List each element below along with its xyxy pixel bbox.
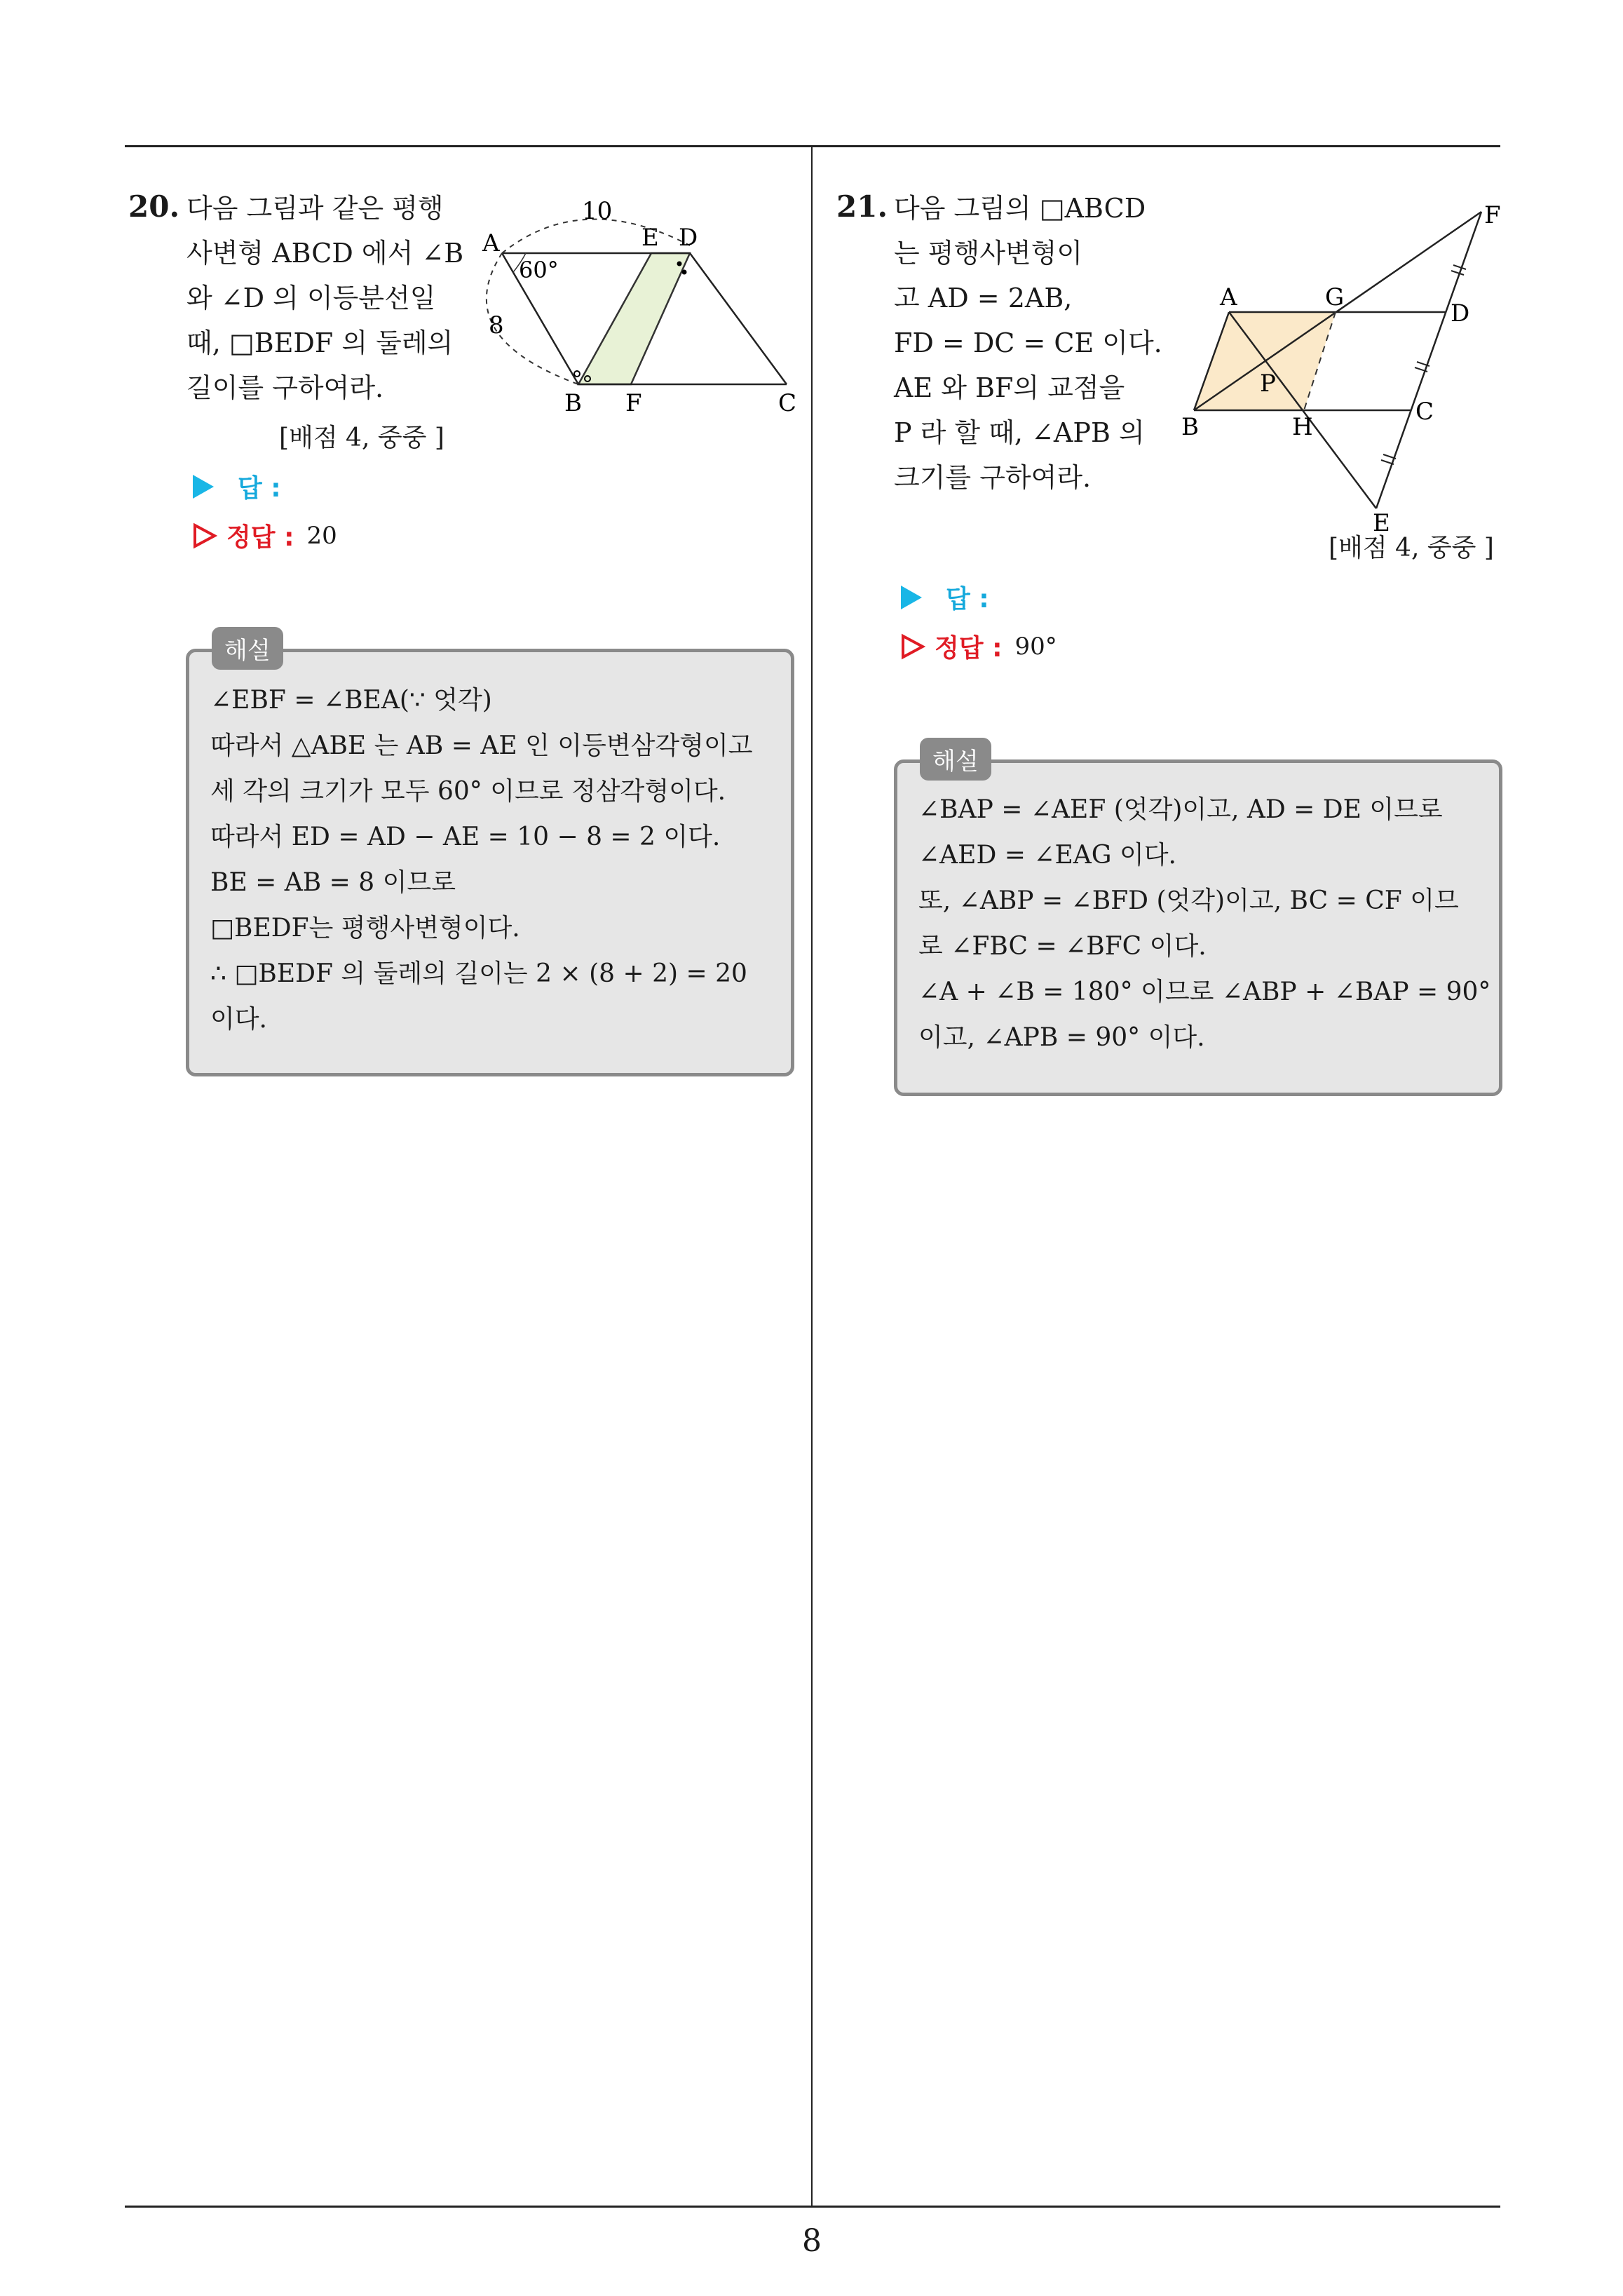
question-text (894, 186, 1162, 500)
correct-value: 90° (1014, 632, 1057, 661)
play-outline-icon (193, 523, 217, 548)
correct-answer-line (901, 628, 1057, 664)
point-d: D (679, 224, 698, 252)
solution-line: 또, ∠ABP = ∠BFD (엇각)이고, BC = CF 이므 (918, 886, 1459, 915)
correct-answer-line (193, 518, 337, 553)
point-f: F (625, 389, 642, 417)
figure-parallelogram-abcd (1181, 196, 1501, 537)
solution-text (210, 677, 774, 1042)
solution-line: ∠A + ∠B = 180° 이므로 ∠ABP + ∠BAP = 90° (918, 978, 1491, 1006)
bottom-rule (125, 2206, 1500, 2208)
question-line: P 라 할 때, ∠APB 의 (894, 417, 1145, 448)
point-b: B (1181, 413, 1199, 441)
point-f: F (1484, 201, 1501, 229)
solution-line: 따라서 △ABE 는 AB = AE 인 이등변삼각형이고 (210, 731, 753, 760)
angle-mark-dot (677, 262, 682, 266)
question-line: 다음 그림의 □ABCD (894, 193, 1146, 224)
shaded-region-bedf (578, 253, 690, 384)
solution-line: ∠BAP = ∠AEF (엇각)이고, AD = DE 이므로 (918, 795, 1443, 824)
side-dc (690, 253, 787, 384)
solution-tab: 해설 (212, 627, 283, 670)
angle-mark-circle (574, 371, 580, 377)
point-c: C (778, 389, 797, 417)
solution-line: 세 각의 크기가 모두 60° 이므로 정삼각형이다. (210, 777, 726, 806)
point-p: P (1260, 370, 1276, 398)
answer-label: 답 : (238, 474, 281, 503)
play-icon (901, 586, 922, 609)
answer-line (901, 579, 989, 615)
point-e: E (1373, 509, 1390, 537)
score-info: [배점 4, 중중 ] (279, 424, 444, 452)
point-b: B (564, 389, 582, 417)
label-angle: 60° (519, 257, 559, 283)
angle-mark-dot (682, 270, 687, 275)
figure-parallelogram-abcd (477, 196, 806, 428)
solution-box (894, 759, 1502, 1096)
question-line: 와 ∠D 의 이등분선일 (186, 283, 436, 313)
question-line: 고 AD = 2AB, (894, 283, 1073, 313)
point-h: H (1292, 413, 1313, 441)
answer-label: 답 : (946, 585, 989, 614)
question-line: 크기를 구하여라. (894, 462, 1092, 493)
answer-line (193, 468, 281, 504)
column-divider (811, 145, 813, 2207)
play-outline-icon (901, 634, 925, 659)
solution-line: BE = AB = 8 이므로 (210, 868, 456, 897)
solution-line: 따라서 ED = AD − AE = 10 − 8 = 2 이다. (210, 823, 721, 851)
solution-tab: 해설 (920, 738, 991, 781)
question-line: 다음 그림과 같은 평행 (186, 193, 444, 224)
question-line: 길이를 구하여라. (186, 372, 384, 403)
point-e: E (641, 224, 659, 252)
question-line: 사변형 ABCD 에서 ∠B (186, 238, 464, 269)
point-a: A (1220, 283, 1237, 311)
solution-box (186, 649, 794, 1076)
question-line: AE 와 BF의 교점을 (894, 372, 1125, 403)
page-number: 8 (802, 2223, 822, 2259)
solution-line: 이고, ∠APB = 90° 이다. (918, 1023, 1205, 1052)
top-rule (125, 145, 1500, 147)
question-text (186, 186, 463, 410)
question-line: FD = DC = CE 이다. (894, 327, 1162, 358)
question-number: 21. (836, 189, 888, 224)
correct-label: 정답 : (226, 523, 294, 552)
solution-line: 이다. (210, 1005, 267, 1034)
solution-line: ∠AED = ∠EAG 이다. (918, 841, 1176, 870)
score-info: [배점 4, 중중 ] (1329, 534, 1494, 562)
label-side-length: 8 (489, 311, 504, 339)
solution-line: 로 ∠FBC = ∠BFC 이다. (918, 932, 1207, 961)
point-d: D (1451, 299, 1470, 327)
point-a: A (482, 229, 500, 257)
question-line: 때, □BEDF 의 둘레의 (186, 327, 454, 358)
solution-line: □BEDF는 평행사변형이다. (210, 914, 520, 943)
tick-marks (1381, 265, 1466, 464)
point-c: C (1415, 398, 1434, 426)
solution-line: ∠EBF = ∠BEA(∵ 엇각) (210, 686, 492, 715)
question-line: 는 평행사변형이 (894, 238, 1083, 269)
solution-line: ∴ □BEDF 의 둘레의 길이는 2 × (8 + 2) = 20 (210, 959, 747, 988)
solution-text (918, 787, 1491, 1060)
question-number: 20. (128, 189, 180, 224)
label-top-length: 10 (582, 197, 613, 225)
play-icon (193, 475, 214, 499)
correct-value: 20 (306, 521, 337, 550)
point-g: G (1325, 283, 1345, 311)
correct-label: 정답 : (935, 634, 1003, 663)
